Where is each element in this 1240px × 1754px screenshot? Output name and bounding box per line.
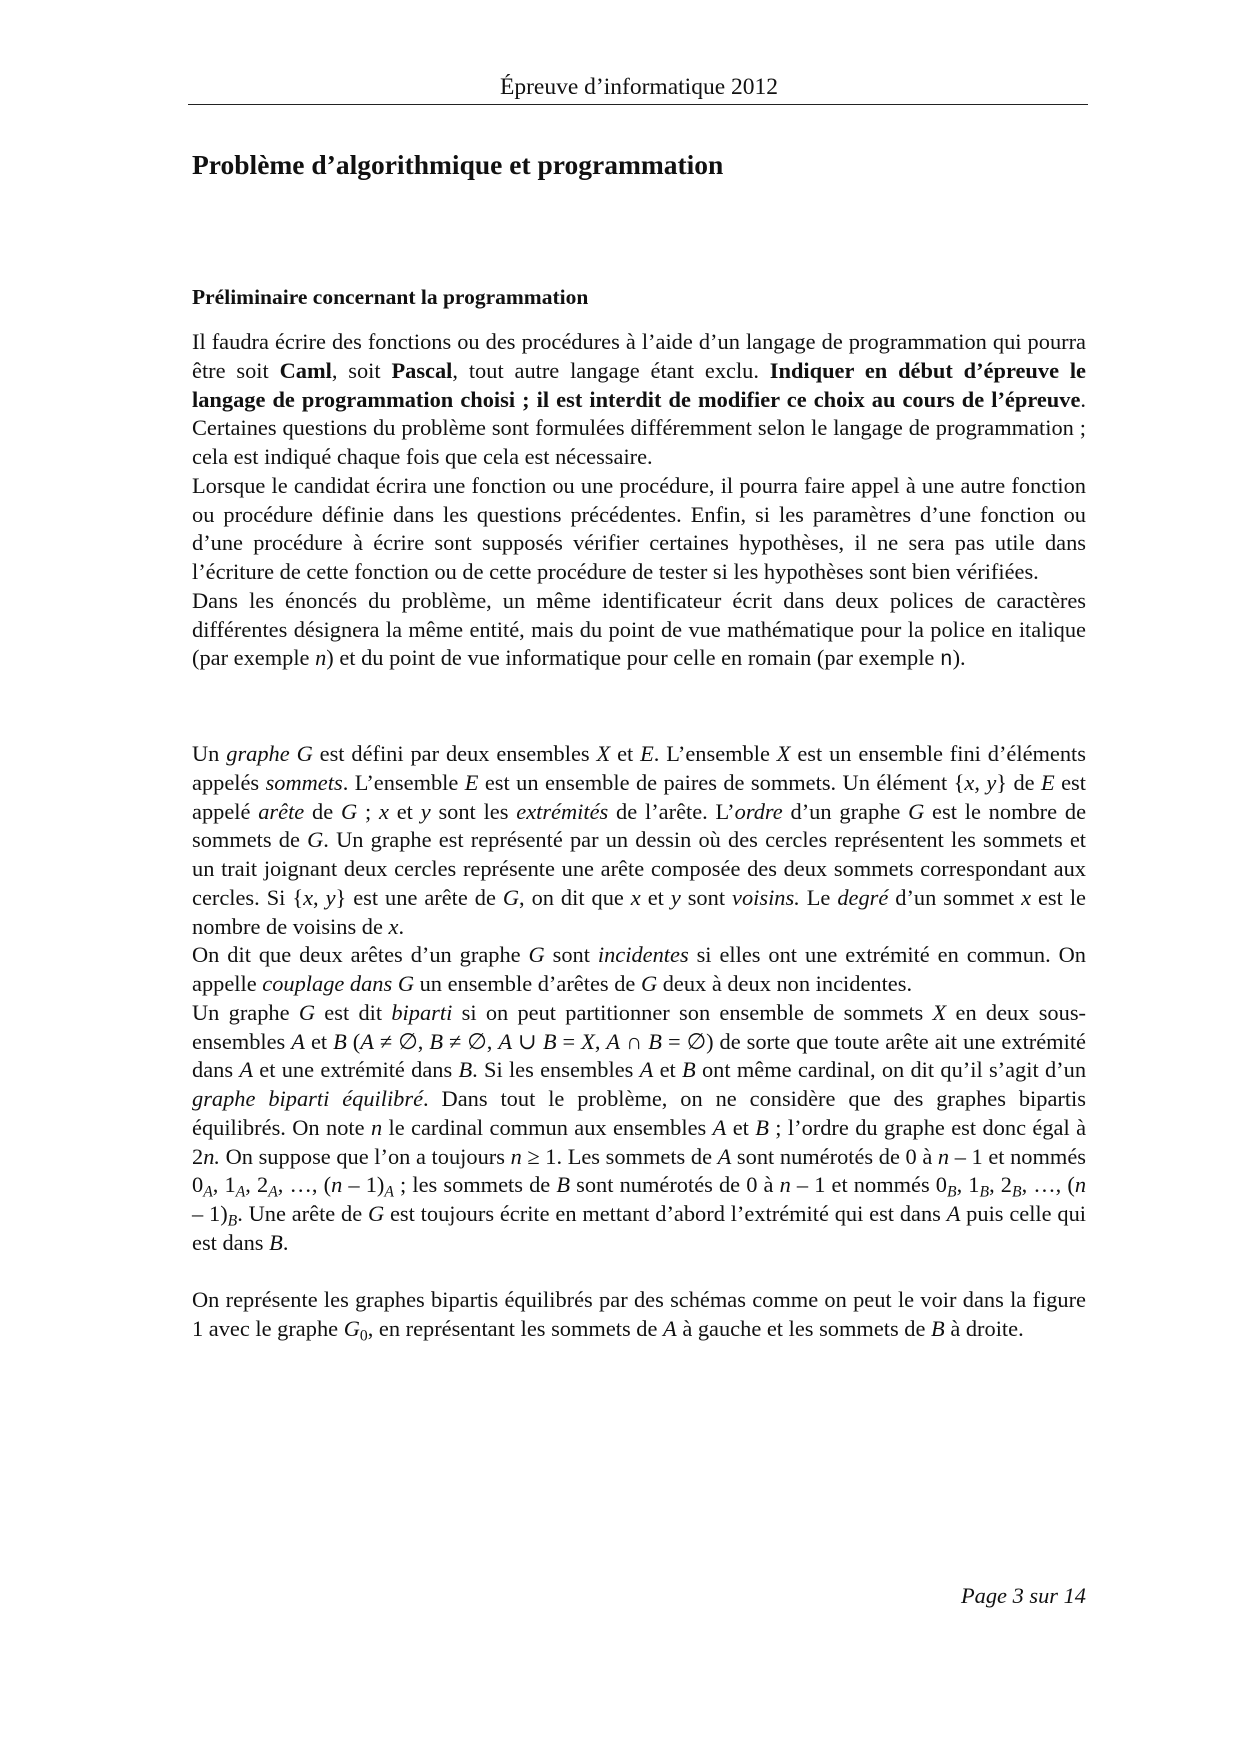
problem-title: Problème d’algorithmique et programmation [192,149,724,180]
preliminary-paragraph-fonts: Dans les énoncés du problème, un même identificateur écrit dans deux polices de caractères différentes désignera la même entité, mais du point de vue mathématique pour la police en italique (par exemple n) et du point de vue informatique pour celle en romain (par exemple n). [192,587,1086,673]
preliminary-paragraph-functions: Lorsque le candidat écrira une fonction ou une procédure, il pourra faire appel à une autre fonction ou procédure définie dans les questions précédentes. Enfin, si les paramètres d’une fonction ou d’une procédure à écrire sont supposés vérifier certaines hypothèses, il ne sera pas utile dans l’écriture de cette fonction ou de cette procédure de tester si les hypothèses sont bien vérifiées. [192,472,1086,584]
preliminary-section [192,328,1086,676]
paragraph-figure-reference: On représente les graphes bipartis équilibrés par des schémas comme on peut le voir dans la figure 1 avec le graphe $G_0$, en représentant les sommets de A à gauche et les sommets de B à droite. [192,1287,1086,1345]
running-header: Épreuve d’informatique 2012 [500,74,778,100]
language-rule: Indiquer en début d’épreuve le langage de programmation choisi ; il est interdit de modifier ce choix au cours de l’épreuve [192,357,1086,412]
language-pascal: Pascal [391,357,453,383]
paragraph-incident-edges: On dit que deux arêtes d’un graphe G sont incidentes si elles ont une extrémité en commun. On appelle couplage dans G un ensemble d’arêtes de G deux à deux non incidentes. [192,942,1086,996]
definitions-section [192,740,1086,1344]
code-variable: n [939,649,953,673]
language-caml: Caml [279,357,332,383]
paragraph-bipartite-graph: Un graphe G est dit biparti si on peut partitionner son ensemble de sommets X en deux sous-ensembles A et B (A ≠ ∅, B ≠ ∅, A ∪ B = X, A ∩ B = ∅) de sorte que toute arête ait une extrémité dans A et une extrémité dans B. Si les ensembles A et B ont même cardinal, on dit qu’il s’agit d’un graphe biparti équilibré. Dans tout le problème, on ne considère que des graphes bipartis équilibrés. On note n le cardinal commun aux ensembles A et B ; l’ordre du graphe est donc égal à 2n. On suppose que l’on a toujours n ≥ 1. Les sommets de A sont numérotés de 0 à n – 1 et nommés $0_A$, $1_A$, $2_A$, …, $(n - 1)_A$ ; les sommets de B sont numérotés de 0 à n – 1 et nommés $0_B$, $1_B$, $2_B$, …, $(n - 1)_B$. Une arête de G est toujours écrite en mettant d’abord l’extrémité qui est dans A puis celle qui est dans B. [192,999,1087,1255]
preliminary-heading: Préliminaire concernant la programmation [192,285,589,309]
paragraph-graph-definition: Un graphe G est défini par deux ensembles X et E. L’ensemble X est un ensemble fini d’éléments appelés sommets. L’ensemble E est un ensemble de paires de sommets. Un élément {x, y} de E est appelé arête de G ; x et y sont les extrémités de l’arête. L’ordre d’un graphe G est le nombre de sommets de G. Un graphe est représenté par un dessin où des cercles représentent les sommets et un trait joignant deux cercles représente une arête composée des deux sommets correspondant aux cercles. Si {x, y} est une arête de G, on dit que x et y sont voisins. Le degré d’un sommet x est le nombre de voisins de x. [192,741,1087,939]
preliminary-paragraph-language: Il faudra écrire des fonctions ou des procédures à l’aide d’un langage de programmation qui pourra être soit Caml, soit Pascal, tout autre langage étant exclu. Indiquer en début d’épreuve le langage de programmation choisi ; il est interdit de modifier ce choix au cours de l’épreuve. Certaines questions du problème sont formulées différemment selon le langage de programmation ; cela est indiqué chaque fois que cela est nécessaire. [192,329,1086,469]
header-rule [188,104,1088,105]
page-number: Page 3 sur 14 [960,1583,1086,1608]
